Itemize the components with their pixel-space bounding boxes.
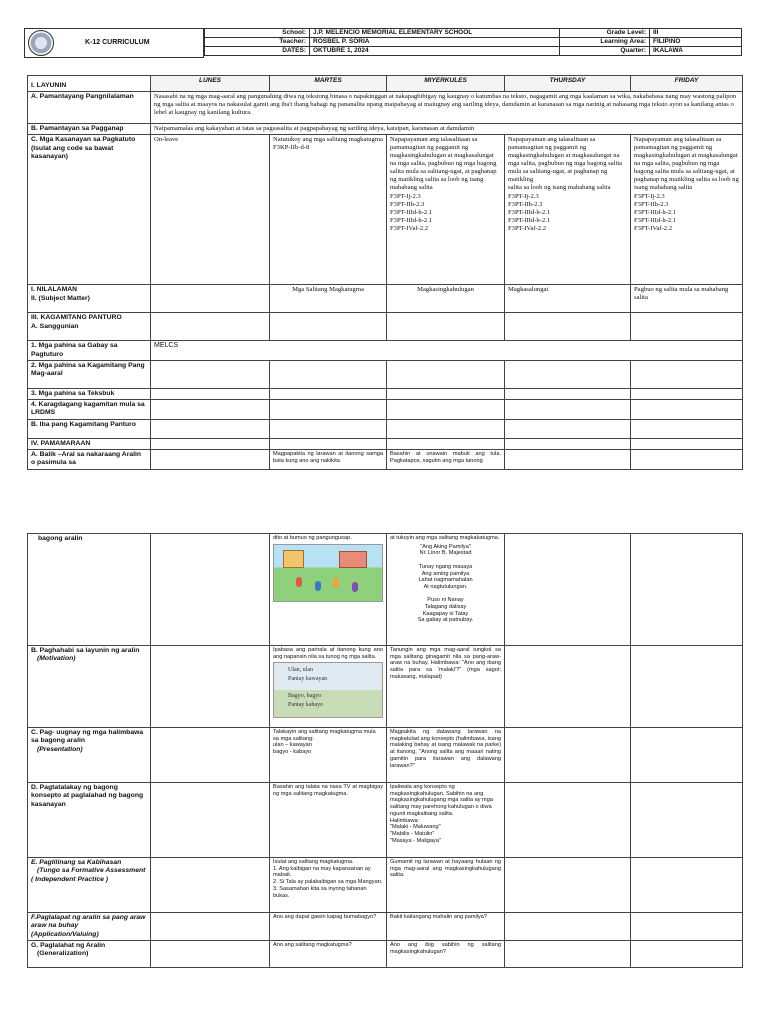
empty-cell — [151, 449, 270, 469]
paglalapat-sub: (Application/Valuing) — [31, 930, 99, 938]
ulan-ulan-rhyme-image — [273, 662, 383, 718]
paglalahat-label-cell — [28, 940, 151, 967]
empty-cell — [151, 438, 270, 449]
dates-label: DATES: — [205, 46, 310, 55]
rhyme-line: Ulan, ulan — [288, 667, 313, 674]
kagamitan-thursday — [505, 313, 631, 341]
empty-cell — [387, 400, 505, 420]
rhyme-line: Bagyo, bagyo — [288, 693, 322, 700]
deped-seal-icon — [28, 30, 54, 56]
empty-cell — [270, 438, 387, 449]
paglilinang-sub2: ( Independent Practice ) — [31, 875, 109, 883]
paglalahat-miyerkules: Ano ang ibig sabihin ng salitang magkasingkahulugan? — [387, 940, 505, 967]
balik-label: A. Balik –Aral sa nakaraang Aralin o pasimula sa — [28, 449, 151, 469]
pag-uugnay-label: C. Pag- uugnay ng mga halimbawa sa bagong aralin — [31, 729, 144, 745]
child-figure — [333, 578, 339, 588]
empty-cell — [631, 534, 743, 646]
empty-cell — [270, 360, 387, 388]
page-one — [0, 0, 768, 480]
kagamitan-martes — [270, 313, 387, 341]
kasanayan-lunes: On-leave — [151, 135, 270, 285]
layunin-heading: I. LAYUNIN — [28, 76, 151, 92]
nilalaman-sub: II. (Subject Matter) — [31, 294, 90, 302]
empty-cell — [151, 360, 270, 388]
pagtatalakay-martes: Basahin ang talata na nasa TV at magbigay ng mga salitang magkatugma. — [270, 783, 387, 858]
paghahabi-sub: (Motivation) — [37, 655, 76, 663]
kasanayan-miyerkules: Napapayaman ang talasalitaan sa pamamagitan ng paggamit ng magkasingkahulugan at magkasalungat na mga salita, pagbubuo ng mga bagong salita mula sa salitang-ugat, at paghanap ng maiikling salita sa loob ng isang mahabang salita F3PT-Ij-2.3 F3PT-IIh-2.3 F3PT-IIId-h-2.1 F3PT-IIId-h-2.1 F3PT-IVaf-2.2 — [387, 135, 505, 285]
empty-cell — [151, 783, 270, 858]
school-label: School: — [205, 29, 310, 38]
paghahabi-martes: Ipabasa ang parirala at itanong kung ano ang napansin nila sa tunog ng mga salita. — [273, 647, 383, 660]
balik-martes: Magpapakita ng larawan at itanong samga bata kung ano ang nakikita — [270, 449, 387, 469]
kagamitan-friday — [631, 313, 743, 341]
sanggunian-label: A. Sanggunian — [31, 322, 79, 330]
child-figure — [296, 577, 302, 587]
empty-cell — [151, 913, 270, 941]
empty-cell — [631, 646, 743, 728]
empty-cell — [387, 388, 505, 399]
empty-cell — [505, 858, 631, 913]
empty-cell — [631, 913, 743, 941]
lesson-plan-table-continued — [27, 533, 743, 968]
day-header-lunes: LUNES — [151, 76, 270, 92]
day-header-martes: MARTES — [270, 76, 387, 92]
paglalapat-label: F.Paglalapat ng aralin sa pang araw araw na buhay — [31, 914, 146, 930]
empty-cell — [631, 940, 743, 967]
empty-cell — [631, 438, 743, 449]
lesson-plan-table — [27, 75, 743, 470]
paglalahat-martes: Ano ang salitang magkatugma? — [270, 940, 387, 967]
dates-value: OKTUBRE 1, 2024 — [310, 46, 560, 55]
empty-cell — [151, 940, 270, 967]
kasanayan-sub: (Isulat ang code sa bawat kasanayan) — [31, 144, 114, 160]
empty-cell — [151, 728, 270, 783]
grade-value: III — [650, 29, 742, 38]
lrdms-label: 4. Karagdagang kagamitan mula sa LRDMS — [28, 400, 151, 420]
empty-cell — [505, 419, 631, 438]
empty-cell — [151, 534, 270, 646]
pagtatalakay-miyerkules: Ipaliwala ang konsepto ng magkasingkahulugan. Sabihin na ang magkasingkahulugang mga salita ay mga salitang may parehong kahulugan o diwa ngunit magkaibang salita. Halimbawa: "Malaki - Maluwang" "Mabilis - Matulin" "Masaya - Maligaya" — [387, 783, 505, 858]
empty-cell — [387, 438, 505, 449]
house-illustration — [283, 550, 305, 568]
empty-cell — [631, 388, 743, 399]
paglilinang-label-cell — [28, 858, 151, 913]
teacher-value: ROSBEL P. SORIA — [310, 37, 560, 46]
school-value: J.P. MELENCIO MEMORIAL ELEMENTARY SCHOOL — [310, 29, 560, 38]
rhyme-line: Pantay kawayan — [288, 676, 328, 683]
rhyme-line: Pantay kabayo — [288, 702, 324, 709]
paghahabi-miyerkules: Tanungin ang mga mag-aaral tungkol sa mga salitang ginagamit nila sa pang-araw-araw na buhay. Halimbawa: "Ano ang ibang salita para sa 'malaki'?" (mga sagot: maluwang, malapad) — [387, 646, 505, 728]
empty-cell — [631, 419, 743, 438]
empty-cell — [631, 400, 743, 420]
empty-cell — [505, 400, 631, 420]
empty-cell — [631, 360, 743, 388]
empty-cell — [270, 400, 387, 420]
poem-ang-aking-pamilya: "Ang Aking Pamilya" Ni: Linor B. Majestad Tunay ngang masaya Ang aming pamilya Lahat nagmamahalan At nagtutulungan. Puso ni Nanay Talagang dalisay Kaagapay si Tatay Sa gabay at patnubay. — [417, 543, 474, 624]
empty-cell — [270, 388, 387, 399]
area-label: Learning Area: — [560, 37, 650, 46]
kasanayan-label: C. Mga Kasanayan sa Pagkatuto — [31, 136, 136, 144]
paglalapat-label-cell — [28, 913, 151, 941]
nilalaman-label-cell — [28, 285, 151, 313]
day-header-miyerkules: MIYERKULES — [387, 76, 505, 92]
nilalaman-friday: Pagbuo ng salita mula sa mahabang salita — [631, 285, 743, 313]
grade-label: Grade Level: — [560, 29, 650, 38]
paglalahat-label: G. Paglalahat ng Aralin — [31, 941, 106, 949]
gabay-value: MELCS — [151, 341, 743, 361]
empty-cell — [505, 783, 631, 858]
kagamitan-label: III. KAGAMITANG PANTURO — [31, 314, 122, 322]
area-value: FILIPINO — [650, 37, 742, 46]
paglalahat-sub: (Generalization) — [37, 950, 89, 958]
empty-cell — [505, 449, 631, 469]
nilalaman-martes: Mga Salitang Magkatugma — [270, 285, 387, 313]
paglilinang-miyerkules: Gumamit ng larawan at hayaang hulaan ng mga mag-aaral ang magkasingkahulugang salita. — [387, 858, 505, 913]
empty-cell — [505, 360, 631, 388]
pamamaraan-label: IV. PAMAMARAAN — [28, 438, 151, 449]
bagong-martes: dito at bumuo ng pangungusap. — [273, 535, 352, 541]
empty-cell — [631, 783, 743, 858]
paghahabi-martes-cell — [270, 646, 387, 728]
gabay-label: 1. Mga pahina sa Gabay sa Pagtuturo — [28, 341, 151, 361]
pag-uugnay-sub: (Presentation) — [37, 745, 83, 753]
kagamitan-miyerkules — [387, 313, 505, 341]
paglilinang-label: E. Paglilinang sa Kabihasan — [31, 859, 122, 866]
empty-cell — [631, 728, 743, 783]
nilalaman-label: I. NILALAMAN — [31, 286, 78, 294]
empty-cell — [270, 419, 387, 438]
child-figure — [352, 582, 358, 592]
pamantayang-text: Nasasabi na ng mga mag-aaral ang pangunahing diwa ng tekstong binasa o napakinggan at nakapagbibigay ng kaugnay o katumbas na teksto, nagagamit ang mga kaalaman sa wika, nakababasa nang may wastong palipon ng mga salita at maayos na nakasulat gamit ang iba't ibang bahagi ng pananalita upang maipahayag at maiugnay ang sariling ideya, damdamin at karanasan sa mga narinig at nabasang mga teksto ayon sa kanilang antas o lebel at kaugnay ng kanilang kultura. — [151, 92, 743, 124]
empty-cell — [151, 400, 270, 420]
day-header-friday: FRIDAY — [631, 76, 743, 92]
empty-cell — [151, 419, 270, 438]
balik-miyerkules: Basahin at unawain mabuti ang tula. Pagkatapos, sagutin ang mga tanong — [387, 449, 505, 469]
nilalaman-thursday: Magkasalungat — [505, 285, 631, 313]
curriculum-title: K-12 CURRICULUM — [85, 39, 150, 46]
empty-cell — [151, 388, 270, 399]
empty-cell — [505, 646, 631, 728]
page-two — [0, 520, 768, 1024]
header-info-table — [204, 28, 742, 56]
empty-cell — [505, 940, 631, 967]
empty-cell — [505, 438, 631, 449]
empty-cell — [387, 419, 505, 438]
paglilinang-sub1: (Tungo sa Formative Assessment — [37, 867, 146, 875]
pag-uugnay-label-cell — [28, 728, 151, 783]
bagong-label: bagong aralin — [28, 534, 151, 646]
nilalaman-lunes — [151, 285, 270, 313]
day-header-thursday: THURSDAY — [505, 76, 631, 92]
kasanayan-label-cell — [28, 135, 151, 285]
kasanayan-friday: Napapayaman ang talasalitaan sa pamamagitan ng paggamit ng magkasingkahulugan at magkasalungat na mga salita, pagbubuo ng mga bagong salita mula sa salitang-ugat, at paghanap ng maiikling salita sa loob ng isang mahabang salita F3PT-Ij-2.3 F3PT-IIh-2.3 F3PT-IIId-h-2.1 F3PT-IIId-h-2.1 F3PT-IVaf-2.2 — [631, 135, 743, 285]
paglilinang-martes: Isulat ang salitang magkatugma. 1. Ang kaibigan na may kapansanan ay mabait. 2. Si Tala ay palakaibigan sa mga Mangyan. 3. Sasamahan kita sa inyong tahanan bukas. — [270, 858, 387, 913]
house-illustration — [339, 551, 367, 568]
empty-cell — [151, 858, 270, 913]
pagtatalakay-label: D. Pagtatalakay ng bagong konsepto at paglalahad ng bagong kasanayan — [28, 783, 151, 858]
kagamitan-pahina-label: 2. Mga pahina sa Kagamitang Pang Mag-aaral — [28, 360, 151, 388]
teacher-label: Teacher: — [205, 37, 310, 46]
empty-cell — [151, 646, 270, 728]
empty-cell — [505, 913, 631, 941]
kasanayan-martes: Natutukoy ang mga salitang magkatugma F3KP-IIb-d-8 — [270, 135, 387, 285]
pagganap-label: B. Pamantayan sa Pagganap — [28, 124, 151, 135]
bagong-miyerkules-cell — [387, 534, 505, 646]
empty-cell — [505, 534, 631, 646]
empty-cell — [631, 858, 743, 913]
paghahabi-label-cell — [28, 646, 151, 728]
paghahabi-label: B. Paghahabi sa layunin ng aralin — [31, 647, 140, 654]
pag-uugnay-martes: Talakayin ang salitang magkatugma mula sa mga salitang: ulan – kawayan bagyo - kabayo — [270, 728, 387, 783]
paglalapat-miyerkules: Bakit kailangang mahalin ang pamilya? — [387, 913, 505, 941]
pagganap-text: Naipamamalas ang kakayahan at tatas sa pagsasalita at pagpapahayag ng sariling ideya, kaisipan, karanasan at damdamin — [151, 124, 743, 135]
empty-cell — [505, 728, 631, 783]
bagong-miyerkules: at tukuyin ang mga salitang magkakatugma. — [390, 535, 500, 541]
child-figure — [315, 581, 321, 591]
quarter-value: IKALAWA — [650, 46, 742, 55]
kasanayan-thursday: Napapayaman ang talasalitaan sa pamamagitan ng paggamit ng magkasingkahulugan at magkasalungat na mga salita, pagbubuo ng mga bagong salita mula sa salitang-ugat, at paghanap ng maiikling salita sa loob ng isang mahabang salita F3PT-Ij-2.3 F3PT-IIh-2.3 F3PT-IIId-h-2.1 F3PT-IIId-h-2.1 F3PT-IVaf-2.2 — [505, 135, 631, 285]
empty-cell — [387, 360, 505, 388]
children-playing-illustration — [273, 544, 383, 602]
quarter-label: Quarter: — [560, 46, 650, 55]
paglalapat-martes: Ano ang dapat gawin kapag bumabagyo? — [270, 913, 387, 941]
iba-label: B. Iba pang Kagamitang Panturo — [28, 419, 151, 438]
bagong-martes-cell — [270, 534, 387, 646]
empty-cell — [631, 449, 743, 469]
pag-uugnay-miyerkules: Magpakita ng dalawang larawan na magkatulad ang konsepto (halimbawa, isang malaking bahay at isang malawak na parke) at itanong, "Anong salita ang maaari nating gamitin para ilarawan ang dalawang larawan?" — [387, 728, 505, 783]
empty-cell — [505, 388, 631, 399]
pamantayang-label: A. Pamantayang Pangnilalaman — [28, 92, 151, 124]
kagamitan-lunes — [151, 313, 270, 341]
kagamitan-label-cell — [28, 313, 151, 341]
header-logo-box — [24, 28, 204, 58]
teksbuk-label: 3. Mga pahina sa Teksbuk — [28, 388, 151, 399]
nilalaman-miyerkules: Magkasingkahulugan — [387, 285, 505, 313]
